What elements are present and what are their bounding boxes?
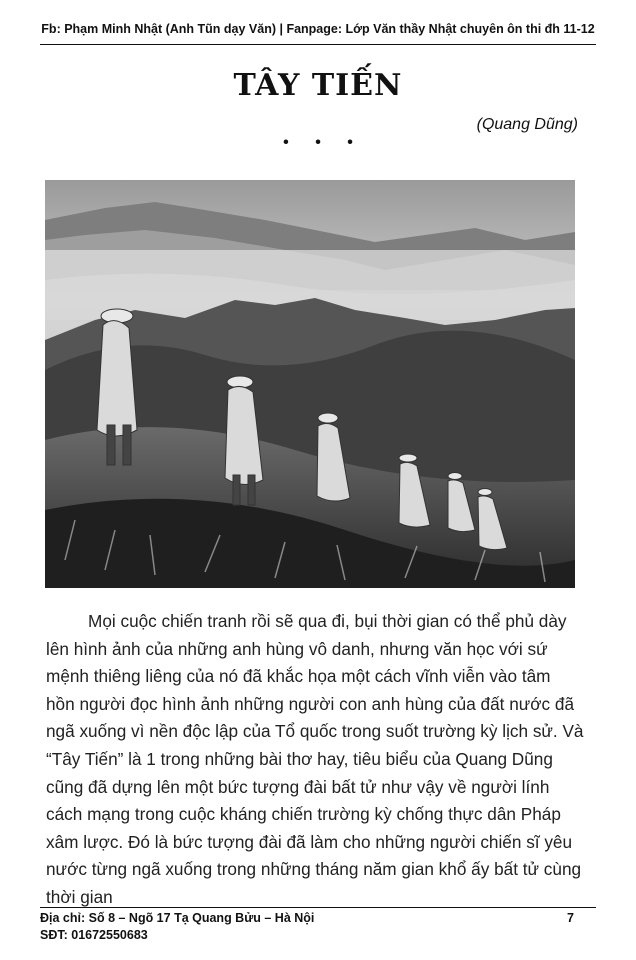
paragraph-line: ngã xuống vì nền độc lập của Tổ quốc trong suốt trường kỳ lịch sử. Và xyxy=(46,721,584,742)
page-header: Fb: Phạm Minh Nhật (Anh Tũn dạy Văn) | Fanpage: Lớp Văn thầy Nhật chuyên ôn thi đh 11-12 xyxy=(41,22,595,36)
paragraph-line: hồn người đọc hình ảnh những người con anh hùng của đất nước đã xyxy=(46,693,575,714)
paragraph-line: lên hình ảnh của những anh hùng vô danh, nhưng văn học với sứ xyxy=(46,638,548,659)
soldiers-photo xyxy=(45,180,575,588)
poem-title: TÂY TIẾN xyxy=(233,68,403,103)
paragraph-line: mệnh thiêng liêng của nó đã khắc họa một cách vĩnh viễn vào tâm xyxy=(46,666,551,687)
paragraph-line: xâm lược. Đó là bức tượng đài đã làm cho những người chiến sĩ yêu xyxy=(46,831,573,852)
page-number: 7 xyxy=(567,911,574,925)
footer-divider xyxy=(40,907,596,908)
paragraph-line: nước từng ngã xuống trong những tháng năm gian khổ ấy bất tử cùng xyxy=(46,859,582,880)
paragraph-line: “Tây Tiến” là 1 trong những bài thơ hay, tiêu biểu của Quang Dũng xyxy=(46,748,553,769)
paragraph-line: cách mạng trong cuộc kháng chiến trường kỳ chống thực dân Pháp xyxy=(46,804,561,825)
footer-address: Địa chỉ: Số 8 – Ngõ 17 Tạ Quang Bửu – Hà Nội xyxy=(40,911,315,925)
paragraph-line: thời gian xyxy=(46,886,113,907)
paragraph-line: Mọi cuộc chiến tranh rồi sẽ qua đi, bụi thời gian có thể phủ dày xyxy=(88,611,567,631)
header-divider xyxy=(40,44,596,45)
intro-paragraph xyxy=(46,608,584,912)
poem-author: (Quang Dũng) xyxy=(476,116,578,133)
section-separator: • • • xyxy=(283,134,353,151)
paragraph-line: cũng đã dựng lên một bức tượng đài bất tử như vậy về người lính xyxy=(46,776,550,797)
footer-phone: SĐT: 01672550683 xyxy=(40,928,148,942)
